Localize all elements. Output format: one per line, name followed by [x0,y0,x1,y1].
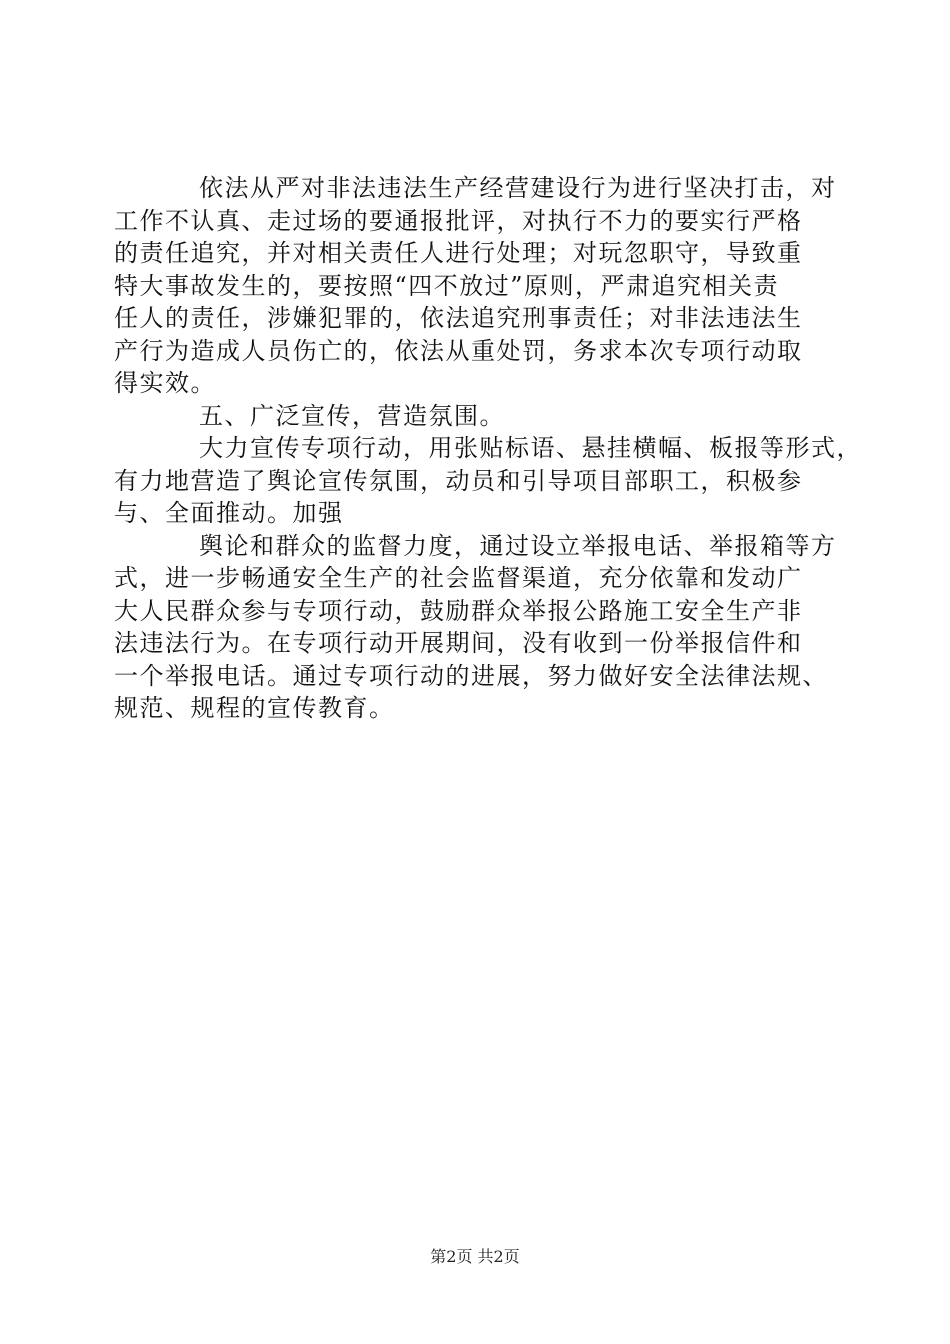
text-line: 大力宣传专项行动，用张贴标语、悬挂横幅、板报等形式， [148,434,862,462]
text-line: 产行为造成人员伤亡的，依法从重处罚，务求本次专项行动取 [114,336,803,365]
text-line: 舆论和群众的监督力度，通过设立举报电话、举报箱等方 [148,531,837,560]
page-number-footer: 第2页 共2页 [430,1247,520,1266]
document-body [114,172,862,725]
text-line: 与、全面推动。加强 [114,499,344,527]
text-line: 任人的责任，涉嫌犯罪的，依法追究刑事责任；对非法违法生 [114,304,803,332]
text-line: 的责任追究，并对相关责任人进行处理；对玩忽职守，导致重 [114,239,803,267]
text-line: 法违法行为。在专项行动开展期间，没有收到一份举报信件和 [114,629,803,657]
text-line: 依法从严对非法违法生产经营建设行为进行坚决打击，对 [148,174,837,202]
text-line: 有力地营造了舆论宣传氛围，动员和引导项目部职工，积极参 [114,466,803,495]
text-line: 工作不认真、走过场的要通报批评，对执行不力的要实行严格 [114,206,803,235]
text-line: 一个举报电话。通过专项行动的进展，努力做好安全法律法规、 [114,661,828,690]
text-line: 特大事故发生的，要按照“四不放过”原则，严肃追究相关责 [114,271,780,300]
text-line: 大人民群众参与专项行动，鼓励群众举报公路施工安全生产非 [114,596,803,625]
text-line: 规范、规程的宣传教育。 [114,694,395,722]
text-line: 得实效。 [114,369,216,397]
text-line: 式，进一步畅通安全生产的社会监督渠道，充分依靠和发动广 [114,564,803,592]
section-heading: 五、广泛宣传，营造氛围。 [148,401,505,430]
